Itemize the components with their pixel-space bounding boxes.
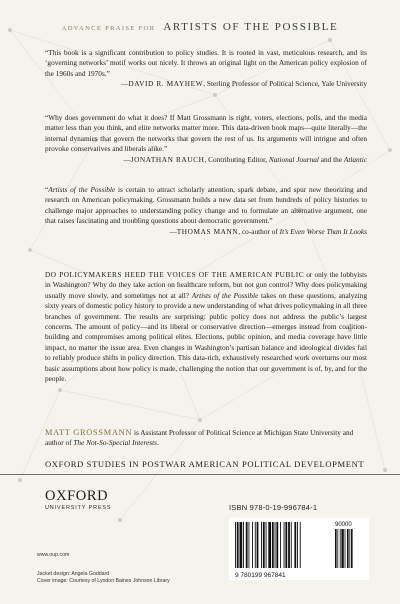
author-name: MATT GROSSMANN (45, 428, 133, 437)
barcode-addon-bar (341, 529, 343, 568)
isbn-label: ISBN 978-0-19-996784-1 (229, 503, 318, 512)
barcode-bar (263, 522, 265, 568)
barcode-bar (275, 522, 276, 568)
barcode-bar (243, 522, 244, 568)
barcode-bar (240, 522, 243, 568)
cover-image-credit: Cover image: Courtesy of Lyndon Baines Johnson Library (37, 578, 170, 584)
quote-text: “Why does government do what it does? If Matt Grossmann is right, voters, elections, polls, and the media matter less than you think, and elite networks matter more. This data-driven book maps—quite literally—the internal dynamics that govern the networks that govern the rest of us. Its arguments will intrigue and often provoke conservatives and liberals alike.” (45, 113, 367, 154)
barcode-bar (284, 522, 285, 568)
barcode-bar (272, 522, 274, 568)
barcode-bar (261, 522, 262, 568)
barcode-addon-bar (345, 529, 346, 568)
quote-text: “Artists of the Possible is certain to attract scholarly attention, spark debate, and spur new theorizing and research on American policymaking. Grossmann builds a new data set from hundreds of policy histories to challenge major approaches to understanding policy change and to formulate an alternative argument, one that raises fascinating and troubling questions about democratic government.” (45, 185, 367, 226)
series-title: OXFORD STUDIES IN POSTWAR AMERICAN POLITICAL DEVELOPMENT (45, 459, 365, 469)
quote-attribution: —JONATHAN RAUCH, Contributing Editor, National Journal and the Atlantic (123, 154, 367, 164)
praise-header (0, 17, 400, 35)
barcode-addon-bar (335, 529, 337, 568)
barcode-bar (237, 522, 239, 568)
barcode-bar (268, 522, 271, 568)
jacket-design-credit: Jacket design: Angela Goddard (37, 571, 110, 577)
barcode-bar (285, 522, 287, 568)
barcode-bar (266, 522, 267, 568)
oxford-logo (45, 489, 115, 511)
quote-attribution: —THOMAS MANN, co-author of It’s Even Worse Than It Looks (169, 226, 367, 236)
barcode-digits: 9 780199 967841 (235, 572, 286, 579)
barcode-bar (246, 522, 248, 568)
barcode-bar (252, 522, 253, 568)
author-bio: MATT GROSSMANN is Assistant Professor of Political Science at Michigan State University and author of The Not-So-Special Interests. (45, 428, 354, 448)
barcode-addon-bar (340, 529, 341, 568)
divider-line (0, 474, 400, 475)
book-title: ARTISTS OF THE POSSIBLE (163, 21, 339, 33)
quote-text: “This book is a significant contribution to policy studies. It is rooted in vast, meticulous research, and its ‘governing networks’ motif works out nicely. It throws an original light on the American policy explosion of the 1960s and 1970s.” (45, 48, 367, 78)
barcode-bar (288, 522, 290, 568)
barcode-bar (291, 522, 292, 568)
barcode-bar (255, 522, 256, 568)
publisher-subtitle: UNIVERSITY PRESS (45, 505, 112, 511)
barcode-addon-bar (351, 529, 353, 568)
barcode-addon-bar (337, 529, 338, 568)
barcode (229, 518, 369, 580)
publisher-url: www.oup.com (37, 552, 70, 558)
advance-praise-label: ADVANCE PRAISE FOR (61, 25, 156, 32)
quote-author: THOMAS MANN (176, 226, 239, 236)
publisher-logo-text: OXFORD (45, 488, 109, 504)
praise-quote-mann (45, 185, 367, 237)
barcode-bar (235, 522, 236, 568)
barcode-addon-bar (349, 529, 350, 568)
description-lead: DO POLICYMAKERS HEED THE VOICES OF THE AMERICAN PUBLIC (45, 270, 305, 279)
quote-author: DAVID R. MAYHEW (128, 79, 204, 89)
book-description: DO POLICYMAKERS HEED THE VOICES OF THE AMERICAN PUBLIC or only the lobbyists in Washington? Why do they take action on healthcare reform, but not gun control? Why does policymaking usually move slowly, and sometimes not at all? Artists of the Possible takes on these questions, analyzing sixty years of domestic policy history to provide a new understanding of what drives policymaking in all three branches of government. The results are surprising: public policy does not address the public’s largest concerns. The amount of policy—and its liberal or conservative direction—emerges instead from coalition-building and compromises among political elites. Elections, public opinion, and media coverage have little impact, no matter the issue area. Even changes in Washington’s partisan balance and ideological divides fail to reliably produce shifts in policy direction. This data-rich, exhaustively researched work overturns our most basic assumptions about how policy is made, challenging the notion that our government is of, by, and for the people. (45, 270, 368, 384)
barcode-bar (300, 522, 301, 568)
praise-quote-mayhew (45, 48, 367, 90)
barcode-addon-bar (347, 529, 349, 568)
barcode-bar (280, 522, 281, 568)
barcode-bar (257, 522, 259, 568)
quote-author: JONATHAN RAUCH (130, 154, 205, 164)
praise-quote-rauch (45, 113, 367, 165)
barcode-bar (297, 522, 298, 568)
barcode-bar (294, 522, 296, 568)
quote-attribution: —DAVID R. MAYHEW, Sterling Professor of Political Science, Yale University (121, 79, 367, 89)
barcode-bar (276, 522, 278, 568)
barcode-addon: 90000 (335, 522, 352, 528)
barcode-bar (249, 522, 250, 568)
